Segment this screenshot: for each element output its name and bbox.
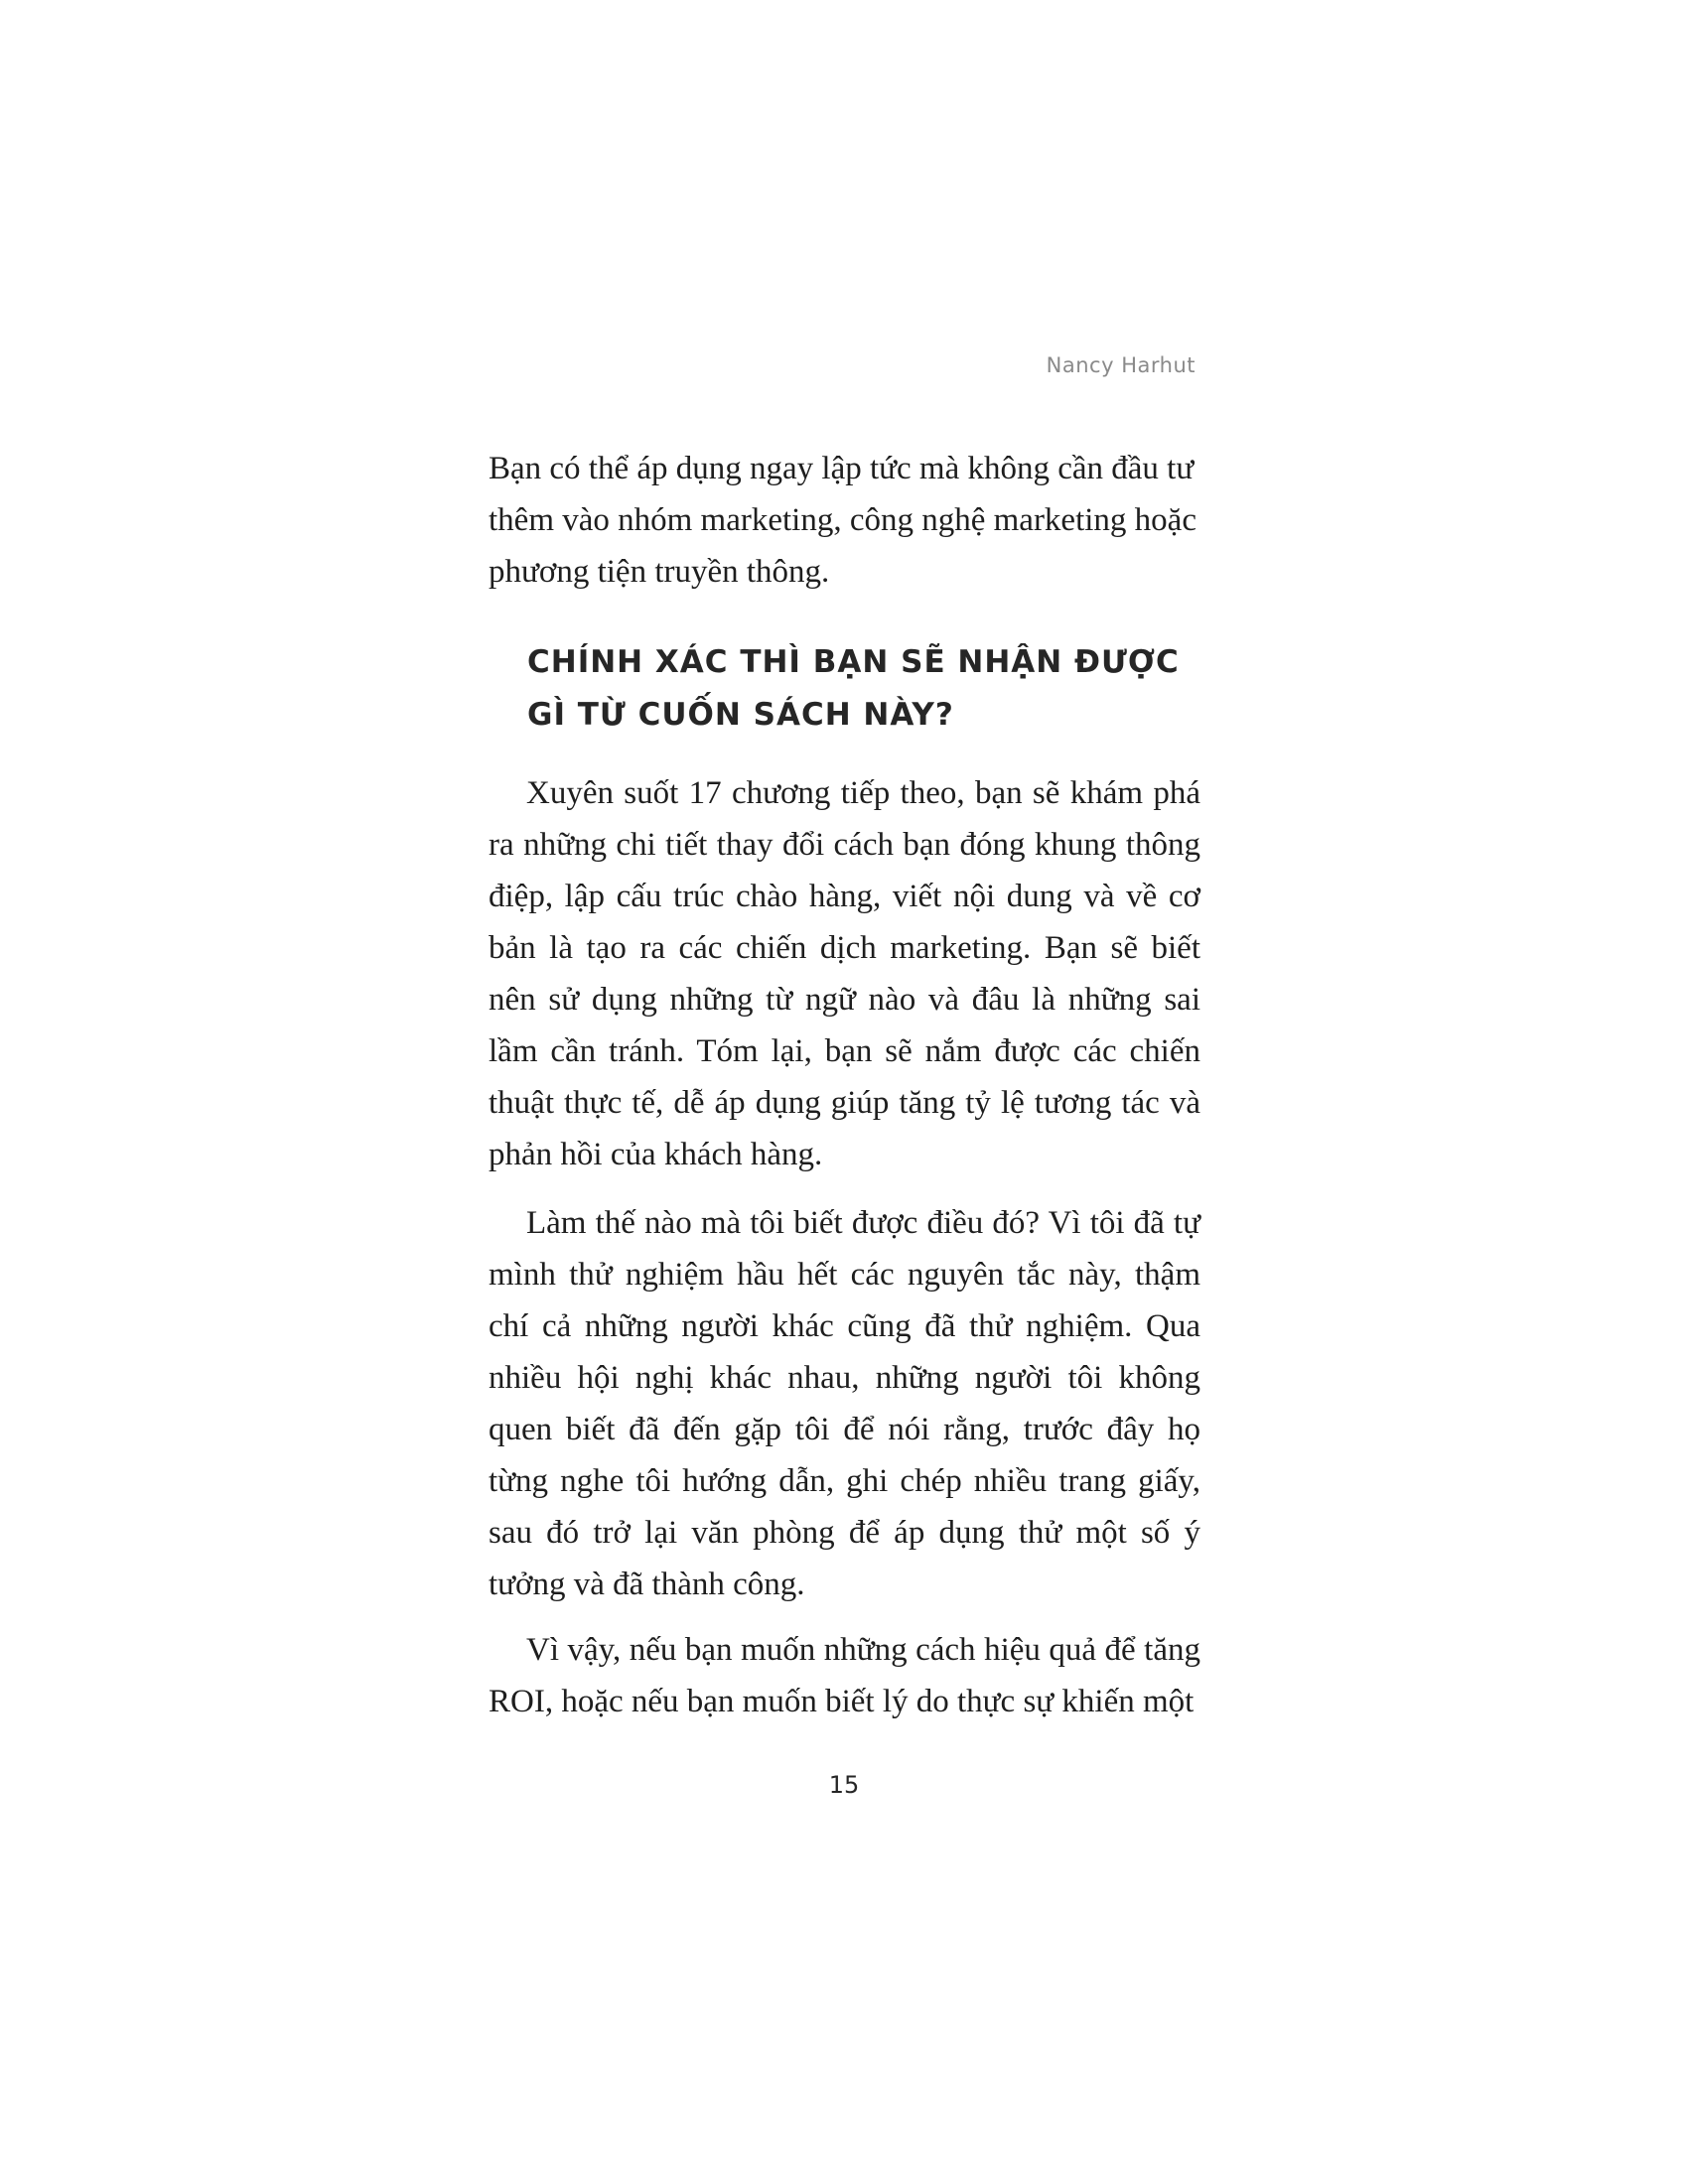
- paragraph-chapters: Xuyên suốt 17 chương tiếp theo, bạn sẽ khám phá ra những chi tiết thay đổi cách bạn đóng khung thông điệp, lập cấu trúc chào hàng, viết nội dung và về cơ bản là tạo ra các chiến dịch marketing. Bạn sẽ biết nên sử dụng những từ ngữ nào và đâu là những sai lầm cần tránh. Tóm lại, bạn sẽ nắm được các chiến thuật thực tế, dễ áp dụng giúp tăng tỷ lệ tương tác và phản hồi của khách hàng.: [489, 775, 1200, 1172]
- paragraph-roi: Vì vậy, nếu bạn muốn những cách hiệu quả để tăng ROI, hoặc nếu bạn muốn biết lý do thực sự khiến một: [489, 1632, 1200, 1719]
- paragraph-experience: Làm thế nào mà tôi biết được điều đó? Vì tôi đã tự mình thử nghiệm hầu hết các nguyên tắc này, thậm chí cả những người khác cũng đã thử nghiệm. Qua nhiều hội nghị khác nhau, những người tôi không quen biết đã đến gặp tôi để nói rằng, trước đây họ từng nghe tôi hướng dẫn, ghi chép nhiều trang giấy, sau đó trở lại văn phòng để áp dụng thử một số ý tưởng và đã thành công.: [489, 1205, 1200, 1602]
- paragraph-intro: Bạn có thể áp dụng ngay lập tức mà không cần đầu tư thêm vào nhóm marketing, công nghệ marketing hoặc phương tiện truyền thông.: [489, 451, 1196, 590]
- page-number: 15: [828, 1771, 860, 1799]
- section-heading: CHÍNH XÁC THÌ BẠN SẼ NHẬN ĐƯỢC GÌ TỪ CUỐN SÁCH NÀY?: [527, 644, 1180, 733]
- running-head-author: Nancy Harhut: [1046, 353, 1196, 377]
